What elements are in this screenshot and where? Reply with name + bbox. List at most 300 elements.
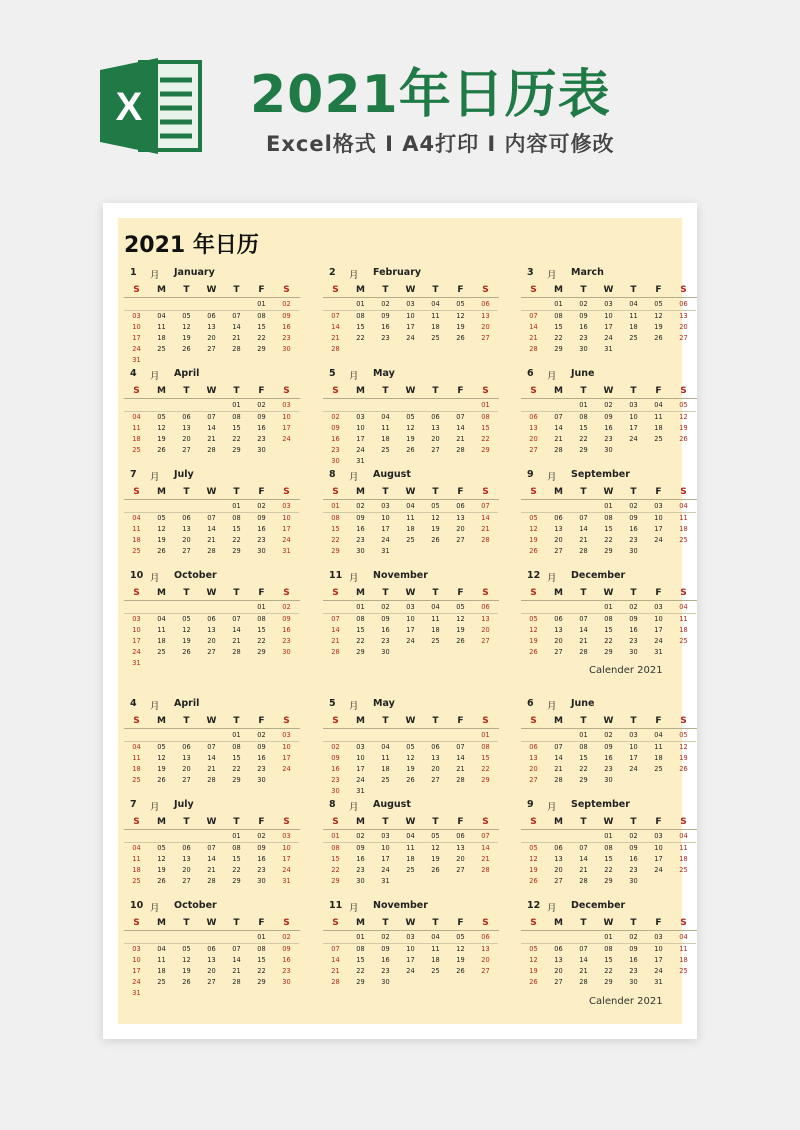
day-cell[interactable]: 27 bbox=[554, 978, 563, 986]
day-cell[interactable]: 07 bbox=[207, 743, 216, 751]
day-cell[interactable]: 30 bbox=[604, 446, 613, 454]
day-cell[interactable]: 04 bbox=[621, 299, 646, 311]
day-cell[interactable]: 30 bbox=[356, 877, 365, 885]
day-cell[interactable] bbox=[323, 400, 348, 412]
day-cell[interactable] bbox=[398, 647, 423, 658]
day-cell[interactable]: 16 bbox=[331, 435, 340, 443]
day-cell[interactable]: 06 bbox=[207, 945, 216, 953]
day-cell[interactable]: 16 bbox=[331, 765, 340, 773]
day-cell[interactable]: 31 bbox=[356, 787, 365, 795]
day-cell[interactable] bbox=[521, 730, 546, 742]
day-cell[interactable]: 09 bbox=[381, 945, 390, 953]
day-cell[interactable]: 10 bbox=[381, 514, 390, 522]
day-cell[interactable]: 14 bbox=[232, 323, 241, 331]
day-cell[interactable] bbox=[373, 344, 398, 355]
day-cell[interactable]: 12 bbox=[679, 743, 688, 751]
day-cell[interactable]: 06 bbox=[448, 501, 473, 513]
day-cell[interactable]: 30 bbox=[257, 446, 266, 454]
day-cell[interactable] bbox=[423, 977, 448, 988]
day-cell[interactable]: 28 bbox=[331, 978, 340, 986]
day-cell[interactable] bbox=[174, 658, 199, 669]
day-cell[interactable]: 04 bbox=[132, 413, 141, 421]
day-cell[interactable]: 06 bbox=[529, 413, 538, 421]
day-cell[interactable]: 09 bbox=[282, 312, 291, 320]
day-cell[interactable]: 11 bbox=[431, 945, 440, 953]
day-cell[interactable]: 02 bbox=[621, 831, 646, 843]
day-cell[interactable]: 31 bbox=[604, 345, 613, 353]
day-cell[interactable]: 18 bbox=[679, 525, 688, 533]
day-cell[interactable] bbox=[323, 299, 348, 311]
day-cell[interactable]: 10 bbox=[356, 424, 365, 432]
day-cell[interactable]: 21 bbox=[579, 967, 588, 975]
day-cell[interactable]: 18 bbox=[406, 525, 415, 533]
day-cell[interactable]: 20 bbox=[481, 323, 490, 331]
day-cell[interactable]: 16 bbox=[282, 956, 291, 964]
day-cell[interactable]: 05 bbox=[157, 514, 166, 522]
day-cell[interactable]: 18 bbox=[679, 956, 688, 964]
day-cell[interactable]: 29 bbox=[579, 776, 588, 784]
day-cell[interactable]: 02 bbox=[348, 501, 373, 513]
day-cell[interactable] bbox=[224, 658, 249, 669]
day-cell[interactable]: 11 bbox=[132, 754, 141, 762]
day-cell[interactable]: 26 bbox=[456, 967, 465, 975]
day-cell[interactable]: 05 bbox=[529, 514, 538, 522]
day-cell[interactable]: 16 bbox=[257, 525, 266, 533]
day-cell[interactable]: 23 bbox=[579, 334, 588, 342]
day-cell[interactable]: 25 bbox=[132, 547, 141, 555]
day-cell[interactable]: 28 bbox=[207, 547, 216, 555]
day-cell[interactable]: 10 bbox=[604, 312, 613, 320]
day-cell[interactable] bbox=[671, 876, 696, 887]
day-cell[interactable]: 24 bbox=[406, 637, 415, 645]
day-cell[interactable]: 08 bbox=[257, 312, 266, 320]
day-cell[interactable]: 03 bbox=[646, 602, 671, 614]
day-cell[interactable]: 24 bbox=[654, 866, 663, 874]
day-cell[interactable]: 15 bbox=[604, 855, 613, 863]
day-cell[interactable]: 29 bbox=[604, 648, 613, 656]
day-cell[interactable]: 16 bbox=[257, 424, 266, 432]
day-cell[interactable]: 28 bbox=[579, 547, 588, 555]
day-cell[interactable]: 04 bbox=[132, 743, 141, 751]
day-cell[interactable]: 12 bbox=[182, 956, 191, 964]
day-cell[interactable]: 01 bbox=[224, 831, 249, 843]
day-cell[interactable]: 16 bbox=[381, 626, 390, 634]
day-cell[interactable] bbox=[521, 501, 546, 513]
day-cell[interactable]: 21 bbox=[481, 855, 490, 863]
day-cell[interactable]: 03 bbox=[274, 400, 299, 412]
day-cell[interactable]: 20 bbox=[554, 637, 563, 645]
day-cell[interactable]: 22 bbox=[604, 866, 613, 874]
day-cell[interactable] bbox=[621, 344, 646, 355]
day-cell[interactable]: 26 bbox=[182, 345, 191, 353]
day-cell[interactable]: 23 bbox=[356, 866, 365, 874]
day-cell[interactable]: 09 bbox=[282, 615, 291, 623]
day-cell[interactable]: 01 bbox=[571, 730, 596, 742]
day-cell[interactable]: 31 bbox=[381, 547, 390, 555]
day-cell[interactable] bbox=[448, 977, 473, 988]
day-cell[interactable]: 17 bbox=[132, 334, 141, 342]
day-cell[interactable]: 13 bbox=[554, 855, 563, 863]
day-cell[interactable]: 10 bbox=[406, 945, 415, 953]
day-cell[interactable]: 14 bbox=[579, 855, 588, 863]
day-cell[interactable] bbox=[149, 299, 174, 311]
day-cell[interactable]: 20 bbox=[431, 435, 440, 443]
day-cell[interactable] bbox=[124, 831, 149, 843]
day-cell[interactable]: 05 bbox=[529, 945, 538, 953]
day-cell[interactable]: 04 bbox=[646, 730, 671, 742]
day-cell[interactable]: 30 bbox=[579, 345, 588, 353]
day-cell[interactable] bbox=[323, 932, 348, 944]
day-cell[interactable] bbox=[646, 876, 671, 887]
day-cell[interactable]: 03 bbox=[621, 730, 646, 742]
day-cell[interactable] bbox=[473, 344, 498, 355]
day-cell[interactable]: 06 bbox=[473, 932, 498, 944]
day-cell[interactable]: 14 bbox=[207, 424, 216, 432]
day-cell[interactable]: 06 bbox=[431, 413, 440, 421]
day-cell[interactable]: 11 bbox=[654, 413, 663, 421]
day-cell[interactable]: 26 bbox=[529, 877, 538, 885]
day-cell[interactable]: 05 bbox=[448, 932, 473, 944]
day-cell[interactable]: 28 bbox=[554, 446, 563, 454]
day-cell[interactable]: 05 bbox=[423, 501, 448, 513]
day-cell[interactable]: 22 bbox=[232, 765, 241, 773]
day-cell[interactable]: 29 bbox=[232, 877, 241, 885]
day-cell[interactable]: 11 bbox=[679, 945, 688, 953]
day-cell[interactable] bbox=[224, 988, 249, 999]
day-cell[interactable]: 30 bbox=[629, 877, 638, 885]
day-cell[interactable] bbox=[398, 546, 423, 557]
day-cell[interactable]: 07 bbox=[207, 844, 216, 852]
day-cell[interactable]: 01 bbox=[323, 831, 348, 843]
day-cell[interactable]: 21 bbox=[331, 334, 340, 342]
day-cell[interactable]: 29 bbox=[257, 978, 266, 986]
day-cell[interactable]: 17 bbox=[132, 967, 141, 975]
day-cell[interactable]: 03 bbox=[398, 602, 423, 614]
day-cell[interactable]: 22 bbox=[356, 334, 365, 342]
day-cell[interactable]: 04 bbox=[423, 602, 448, 614]
day-cell[interactable]: 16 bbox=[604, 424, 613, 432]
day-cell[interactable]: 08 bbox=[604, 514, 613, 522]
day-cell[interactable]: 24 bbox=[282, 765, 291, 773]
day-cell[interactable]: 28 bbox=[579, 877, 588, 885]
day-cell[interactable]: 02 bbox=[373, 299, 398, 311]
day-cell[interactable]: 16 bbox=[257, 754, 266, 762]
day-cell[interactable]: 16 bbox=[629, 855, 638, 863]
day-cell[interactable]: 08 bbox=[232, 514, 241, 522]
day-cell[interactable] bbox=[646, 546, 671, 557]
day-cell[interactable]: 08 bbox=[257, 945, 266, 953]
day-cell[interactable]: 20 bbox=[182, 435, 191, 443]
day-cell[interactable]: 25 bbox=[629, 334, 638, 342]
day-cell[interactable]: 25 bbox=[406, 866, 415, 874]
day-cell[interactable]: 06 bbox=[207, 312, 216, 320]
day-cell[interactable]: 08 bbox=[554, 312, 563, 320]
day-cell[interactable]: 22 bbox=[481, 765, 490, 773]
day-cell[interactable]: 17 bbox=[406, 956, 415, 964]
day-cell[interactable]: 16 bbox=[381, 956, 390, 964]
day-cell[interactable]: 31 bbox=[654, 648, 663, 656]
day-cell[interactable]: 25 bbox=[132, 877, 141, 885]
day-cell[interactable]: 01 bbox=[224, 501, 249, 513]
day-cell[interactable]: 16 bbox=[282, 626, 291, 634]
day-cell[interactable]: 14 bbox=[529, 323, 538, 331]
day-cell[interactable]: 16 bbox=[629, 626, 638, 634]
day-cell[interactable]: 17 bbox=[629, 424, 638, 432]
day-cell[interactable]: 01 bbox=[596, 932, 621, 944]
day-cell[interactable]: 27 bbox=[529, 446, 538, 454]
day-cell[interactable]: 19 bbox=[182, 637, 191, 645]
day-cell[interactable]: 23 bbox=[356, 536, 365, 544]
day-cell[interactable] bbox=[473, 876, 498, 887]
day-cell[interactable]: 16 bbox=[257, 855, 266, 863]
day-cell[interactable]: 05 bbox=[406, 413, 415, 421]
day-cell[interactable]: 21 bbox=[232, 334, 241, 342]
day-cell[interactable]: 27 bbox=[554, 547, 563, 555]
day-cell[interactable]: 20 bbox=[481, 626, 490, 634]
day-cell[interactable]: 06 bbox=[207, 615, 216, 623]
day-cell[interactable]: 01 bbox=[473, 400, 498, 412]
day-cell[interactable]: 30 bbox=[282, 648, 291, 656]
day-cell[interactable]: 03 bbox=[373, 831, 398, 843]
day-cell[interactable]: 15 bbox=[356, 323, 365, 331]
day-cell[interactable] bbox=[546, 932, 571, 944]
day-cell[interactable]: 20 bbox=[679, 323, 688, 331]
day-cell[interactable]: 15 bbox=[356, 626, 365, 634]
day-cell[interactable] bbox=[546, 602, 571, 614]
day-cell[interactable]: 22 bbox=[604, 536, 613, 544]
day-cell[interactable] bbox=[571, 501, 596, 513]
day-cell[interactable]: 28 bbox=[579, 648, 588, 656]
day-cell[interactable]: 21 bbox=[456, 435, 465, 443]
day-cell[interactable]: 31 bbox=[282, 547, 291, 555]
day-cell[interactable]: 02 bbox=[249, 831, 274, 843]
day-cell[interactable]: 08 bbox=[356, 615, 365, 623]
day-cell[interactable]: 15 bbox=[232, 424, 241, 432]
day-cell[interactable] bbox=[546, 400, 571, 412]
day-cell[interactable]: 07 bbox=[579, 844, 588, 852]
day-cell[interactable]: 26 bbox=[679, 765, 688, 773]
day-cell[interactable] bbox=[249, 658, 274, 669]
day-cell[interactable]: 22 bbox=[232, 536, 241, 544]
day-cell[interactable]: 01 bbox=[249, 602, 274, 614]
day-cell[interactable] bbox=[174, 400, 199, 412]
day-cell[interactable]: 19 bbox=[431, 525, 440, 533]
day-cell[interactable]: 28 bbox=[331, 648, 340, 656]
day-cell[interactable]: 23 bbox=[381, 334, 390, 342]
day-cell[interactable]: 28 bbox=[232, 978, 241, 986]
day-cell[interactable]: 13 bbox=[431, 424, 440, 432]
day-cell[interactable]: 19 bbox=[406, 435, 415, 443]
day-cell[interactable]: 26 bbox=[157, 547, 166, 555]
day-cell[interactable]: 29 bbox=[554, 345, 563, 353]
day-cell[interactable]: 12 bbox=[529, 525, 538, 533]
day-cell[interactable]: 02 bbox=[331, 743, 340, 751]
day-cell[interactable]: 01 bbox=[348, 299, 373, 311]
day-cell[interactable]: 10 bbox=[282, 743, 291, 751]
day-cell[interactable]: 26 bbox=[654, 334, 663, 342]
day-cell[interactable]: 19 bbox=[679, 424, 688, 432]
day-cell[interactable] bbox=[671, 647, 696, 658]
day-cell[interactable]: 02 bbox=[621, 602, 646, 614]
day-cell[interactable] bbox=[546, 831, 571, 843]
day-cell[interactable]: 09 bbox=[257, 413, 266, 421]
day-cell[interactable]: 29 bbox=[232, 446, 241, 454]
day-cell[interactable]: 27 bbox=[481, 967, 490, 975]
day-cell[interactable]: 28 bbox=[529, 345, 538, 353]
day-cell[interactable]: 06 bbox=[554, 844, 563, 852]
day-cell[interactable]: 23 bbox=[331, 776, 340, 784]
day-cell[interactable] bbox=[448, 730, 473, 742]
day-cell[interactable]: 06 bbox=[554, 945, 563, 953]
day-cell[interactable]: 01 bbox=[596, 602, 621, 614]
day-cell[interactable]: 23 bbox=[257, 866, 266, 874]
day-cell[interactable]: 24 bbox=[654, 967, 663, 975]
day-cell[interactable]: 02 bbox=[596, 400, 621, 412]
day-cell[interactable]: 11 bbox=[431, 615, 440, 623]
day-cell[interactable]: 17 bbox=[654, 855, 663, 863]
day-cell[interactable]: 26 bbox=[679, 435, 688, 443]
day-cell[interactable]: 20 bbox=[554, 866, 563, 874]
day-cell[interactable]: 05 bbox=[157, 413, 166, 421]
day-cell[interactable]: 19 bbox=[654, 323, 663, 331]
day-cell[interactable]: 18 bbox=[431, 323, 440, 331]
day-cell[interactable]: 25 bbox=[431, 967, 440, 975]
day-cell[interactable]: 13 bbox=[431, 754, 440, 762]
day-cell[interactable]: 29 bbox=[232, 547, 241, 555]
day-cell[interactable]: 14 bbox=[207, 855, 216, 863]
day-cell[interactable]: 25 bbox=[157, 345, 166, 353]
day-cell[interactable]: 15 bbox=[232, 525, 241, 533]
day-cell[interactable]: 01 bbox=[224, 730, 249, 742]
day-cell[interactable]: 22 bbox=[579, 765, 588, 773]
day-cell[interactable] bbox=[423, 400, 448, 412]
day-cell[interactable]: 12 bbox=[456, 312, 465, 320]
day-cell[interactable]: 19 bbox=[456, 956, 465, 964]
day-cell[interactable]: 25 bbox=[157, 978, 166, 986]
day-cell[interactable]: 13 bbox=[481, 615, 490, 623]
day-cell[interactable]: 05 bbox=[529, 615, 538, 623]
day-cell[interactable]: 10 bbox=[282, 844, 291, 852]
day-cell[interactable] bbox=[448, 876, 473, 887]
day-cell[interactable] bbox=[224, 299, 249, 311]
day-cell[interactable]: 29 bbox=[232, 776, 241, 784]
day-cell[interactable]: 29 bbox=[579, 446, 588, 454]
day-cell[interactable]: 30 bbox=[629, 978, 638, 986]
day-cell[interactable]: 30 bbox=[282, 978, 291, 986]
day-cell[interactable]: 24 bbox=[132, 648, 141, 656]
day-cell[interactable]: 17 bbox=[604, 323, 613, 331]
day-cell[interactable]: 25 bbox=[431, 334, 440, 342]
day-cell[interactable]: 19 bbox=[157, 536, 166, 544]
day-cell[interactable]: 09 bbox=[629, 615, 638, 623]
day-cell[interactable]: 21 bbox=[554, 765, 563, 773]
day-cell[interactable]: 01 bbox=[348, 602, 373, 614]
day-cell[interactable]: 30 bbox=[331, 457, 340, 465]
day-cell[interactable]: 03 bbox=[274, 501, 299, 513]
day-cell[interactable]: 27 bbox=[182, 776, 191, 784]
day-cell[interactable]: 28 bbox=[481, 536, 490, 544]
day-cell[interactable]: 21 bbox=[232, 637, 241, 645]
day-cell[interactable]: 09 bbox=[257, 743, 266, 751]
day-cell[interactable]: 14 bbox=[579, 956, 588, 964]
day-cell[interactable]: 29 bbox=[257, 345, 266, 353]
day-cell[interactable] bbox=[124, 602, 149, 614]
day-cell[interactable]: 30 bbox=[356, 547, 365, 555]
day-cell[interactable] bbox=[423, 647, 448, 658]
day-cell[interactable]: 16 bbox=[381, 323, 390, 331]
day-cell[interactable]: 02 bbox=[571, 299, 596, 311]
day-cell[interactable]: 27 bbox=[456, 536, 465, 544]
day-cell[interactable]: 15 bbox=[331, 855, 340, 863]
day-cell[interactable]: 03 bbox=[373, 501, 398, 513]
day-cell[interactable]: 16 bbox=[282, 323, 291, 331]
day-cell[interactable]: 11 bbox=[157, 956, 166, 964]
day-cell[interactable]: 19 bbox=[456, 323, 465, 331]
day-cell[interactable]: 11 bbox=[381, 754, 390, 762]
day-cell[interactable]: 27 bbox=[481, 637, 490, 645]
day-cell[interactable]: 09 bbox=[629, 844, 638, 852]
day-cell[interactable] bbox=[274, 445, 299, 456]
day-cell[interactable]: 22 bbox=[579, 435, 588, 443]
day-cell[interactable]: 10 bbox=[654, 945, 663, 953]
day-cell[interactable] bbox=[646, 775, 671, 786]
day-cell[interactable]: 27 bbox=[431, 446, 440, 454]
day-cell[interactable] bbox=[199, 988, 224, 999]
day-cell[interactable]: 27 bbox=[182, 547, 191, 555]
day-cell[interactable] bbox=[323, 602, 348, 614]
day-cell[interactable]: 29 bbox=[356, 978, 365, 986]
day-cell[interactable]: 29 bbox=[604, 978, 613, 986]
day-cell[interactable] bbox=[448, 400, 473, 412]
day-cell[interactable]: 01 bbox=[249, 299, 274, 311]
day-cell[interactable]: 15 bbox=[232, 754, 241, 762]
day-cell[interactable]: 11 bbox=[679, 844, 688, 852]
day-cell[interactable]: 08 bbox=[604, 844, 613, 852]
day-cell[interactable]: 04 bbox=[423, 299, 448, 311]
day-cell[interactable]: 09 bbox=[356, 514, 365, 522]
day-cell[interactable] bbox=[224, 602, 249, 614]
day-cell[interactable] bbox=[199, 602, 224, 614]
day-cell[interactable]: 12 bbox=[679, 413, 688, 421]
day-cell[interactable]: 15 bbox=[257, 956, 266, 964]
day-cell[interactable]: 19 bbox=[157, 765, 166, 773]
day-cell[interactable]: 27 bbox=[207, 978, 216, 986]
day-cell[interactable]: 18 bbox=[679, 626, 688, 634]
day-cell[interactable] bbox=[521, 400, 546, 412]
day-cell[interactable]: 05 bbox=[671, 400, 696, 412]
day-cell[interactable]: 20 bbox=[529, 765, 538, 773]
day-cell[interactable]: 07 bbox=[232, 945, 241, 953]
day-cell[interactable]: 22 bbox=[604, 637, 613, 645]
day-cell[interactable]: 10 bbox=[406, 312, 415, 320]
day-cell[interactable]: 12 bbox=[529, 626, 538, 634]
day-cell[interactable]: 25 bbox=[431, 637, 440, 645]
day-cell[interactable]: 07 bbox=[554, 743, 563, 751]
day-cell[interactable]: 08 bbox=[481, 743, 490, 751]
day-cell[interactable]: 04 bbox=[381, 413, 390, 421]
day-cell[interactable]: 11 bbox=[654, 743, 663, 751]
day-cell[interactable]: 14 bbox=[232, 626, 241, 634]
day-cell[interactable]: 17 bbox=[381, 855, 390, 863]
day-cell[interactable]: 23 bbox=[331, 446, 340, 454]
day-cell[interactable]: 01 bbox=[596, 501, 621, 513]
day-cell[interactable]: 07 bbox=[207, 514, 216, 522]
day-cell[interactable]: 17 bbox=[381, 525, 390, 533]
day-cell[interactable]: 08 bbox=[604, 945, 613, 953]
day-cell[interactable]: 15 bbox=[604, 626, 613, 634]
day-cell[interactable]: 07 bbox=[473, 501, 498, 513]
day-cell[interactable]: 13 bbox=[207, 956, 216, 964]
